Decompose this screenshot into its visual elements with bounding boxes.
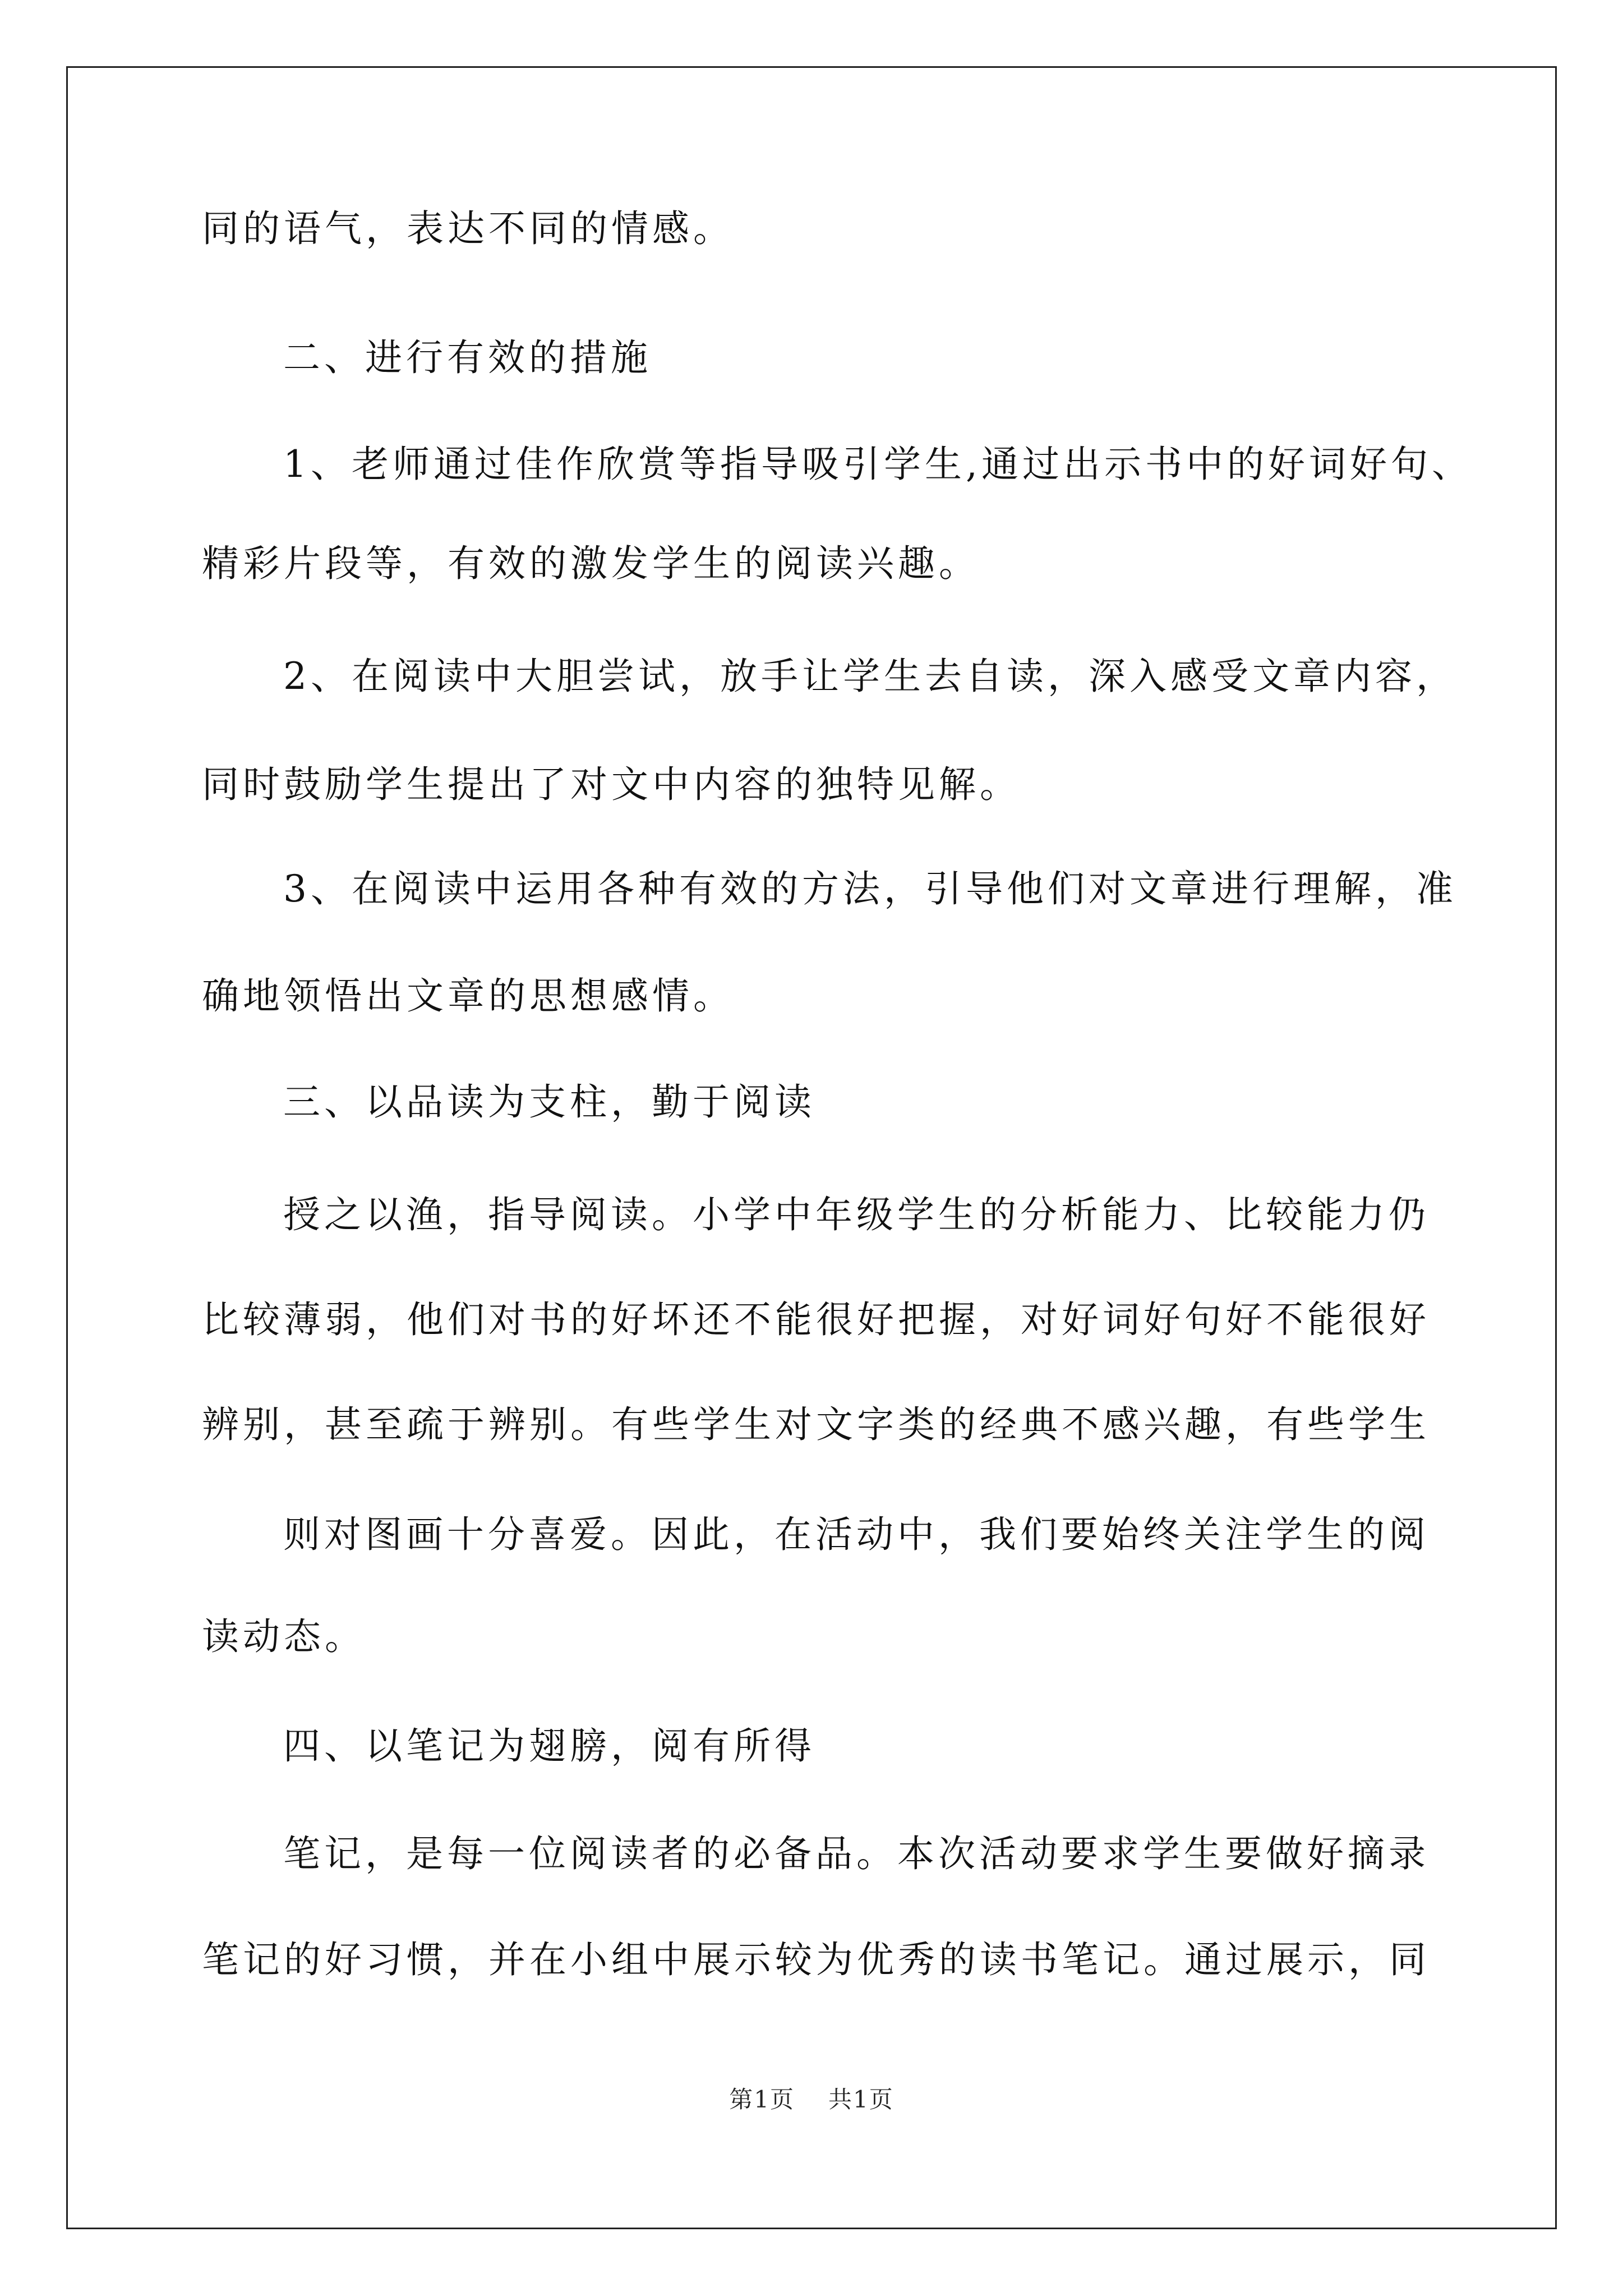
- page-footer: [0, 2084, 1623, 2115]
- text-line: 笔记的好习惯，并在小组中展示较为优秀的读书笔记。通过展示，同: [202, 1938, 1430, 1981]
- text-line: 比较薄弱，他们对书的好坏还不能很好把握，对好词好句好不能很好: [202, 1298, 1430, 1341]
- text-line: 笔记，是每一位阅读者的必备品。本次活动要求学生要做好摘录: [283, 1832, 1430, 1875]
- text-line: 则对图画十分喜爱。因此，在活动中，我们要始终关注学生的阅: [283, 1513, 1430, 1556]
- section-heading: 二、进行有效的措施: [283, 336, 652, 379]
- text-line: 1、老师通过佳作欣赏等指导吸引学生,通过出示书中的好词好句、: [283, 443, 1473, 486]
- text-line: 读动态。: [202, 1615, 366, 1658]
- section-heading: 三、以品读为支柱，勤于阅读: [283, 1080, 815, 1124]
- text-line: 2、在阅读中大胆尝试，放手让学生去自读，深入感受文章内容，: [283, 655, 1457, 698]
- section-heading: 四、以笔记为翅膀，阅有所得: [283, 1724, 815, 1768]
- text-line: 同时鼓励学生提出了对文中内容的独特见解。: [202, 763, 1021, 806]
- text-line: 确地领悟出文章的思想感情。: [202, 974, 734, 1018]
- page-border: [66, 66, 1557, 2229]
- page-number: 第1页: [729, 2086, 795, 2113]
- text-line: 辨别，甚至疏于辨别。有些学生对文字类的经典不感兴趣，有些学生: [202, 1403, 1430, 1446]
- text-line: 3、在阅读中运用各种有效的方法，引导他们对文章进行理解，准: [283, 867, 1457, 910]
- total-pages: 共1页: [828, 2086, 894, 2113]
- text-line: 授之以渔，指导阅读。小学中年级学生的分析能力、比较能力仍: [283, 1193, 1430, 1236]
- text-line: 精彩片段等，有效的激发学生的阅读兴趣。: [202, 542, 980, 585]
- text-line: 同的语气，表达不同的情感。: [202, 207, 734, 250]
